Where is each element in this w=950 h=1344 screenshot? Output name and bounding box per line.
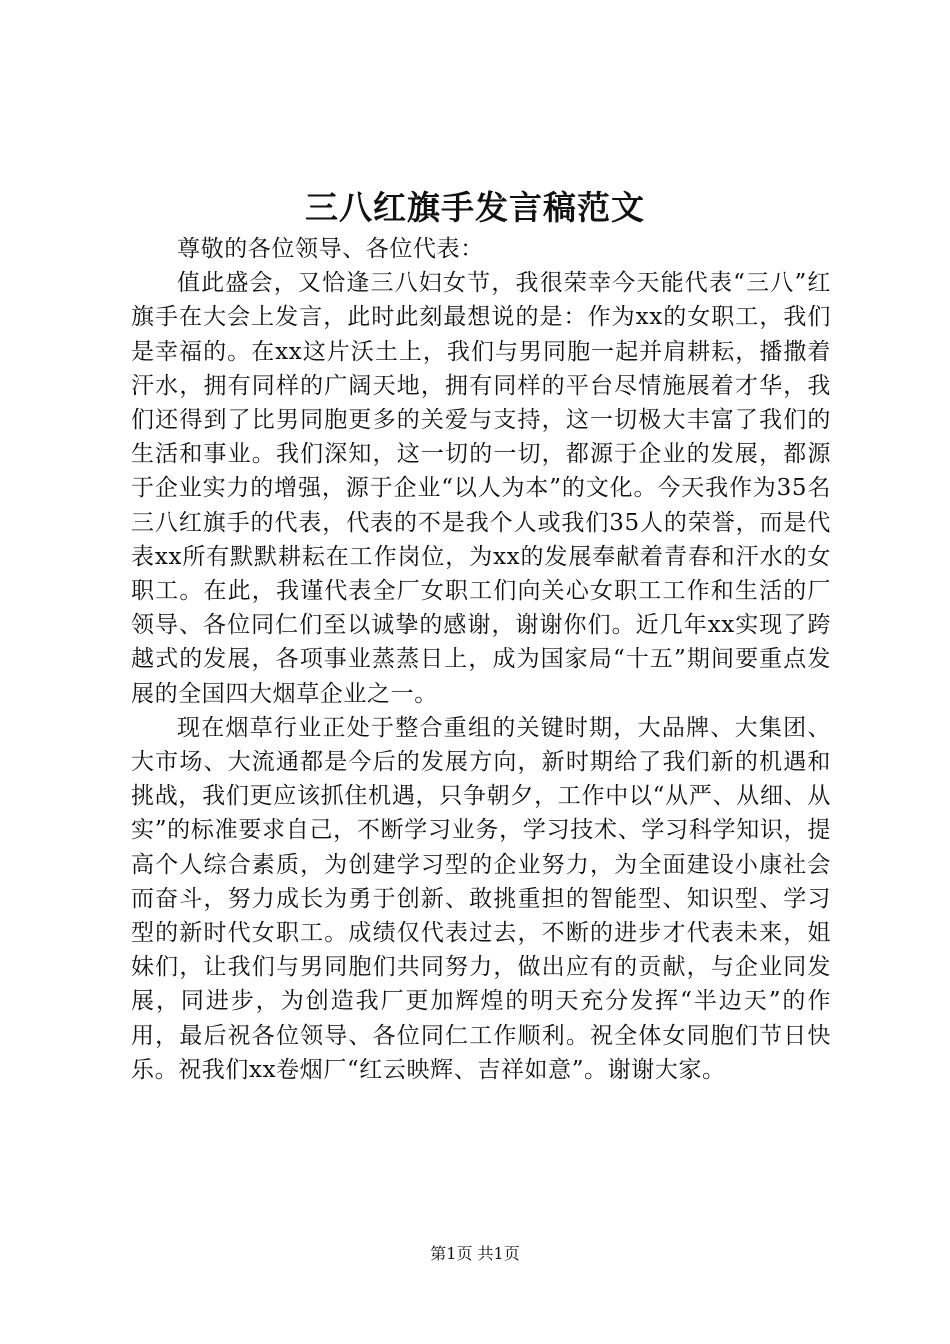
paragraph-2: 现在烟草行业正处于整合重组的关键时期，大品牌、大集团、大市场、大流通都是今后的发展方向，新时期给了我们新的机遇和挑战，我们更应该抓住机遇，只争朝夕，工作中以“从严、从细、从实”的标准要求自己，不断学习业务，学习技术、学习科学知识，提高个人综合素质，为创建学习型的企业努力，为全面建设小康社会而奋斗，努力成长为勇于创新、敢挑重担的智能型、知识型、学习型的新时代女职工。成绩仅代表过去，不断的进步才代表未来，姐妹们，让我们与男同胞们共同努力，做出应有的贡献，与企业同发展，同进步，为创造我厂更加辉煌的明天充分发挥“半边天”的作用，最后祝各位领导、各位同仁工作顺利。祝全体女同胞们节日快乐。祝我们xx卷烟厂“红云映辉、吉祥如意”。谢谢大家。 [131, 714, 831, 1083]
salutation: 尊敬的各位领导、各位代表： [177, 236, 484, 262]
page-footer: 第1页 共1页 [430, 1244, 520, 1263]
paragraph-1: 值此盛会，又恰逢三八妇女节，我很荣幸今天能代表“三八”红旗手在大会上发言，此时此刻最想说的是：作为xx的女职工，我们是幸福的。在xx这片沃土上，我们与男同胞一起并肩耕耘，播撒着汗水，拥有同样的广阔天地，拥有同样的平台尽情施展着才华，我们还得到了比男同胞更多的关爱与支持，这一切极大丰富了我们的生活和事业。我们深知，这一切的一切，都源于企业的发展，都源于企业实力的增强，源于企业“以人为本”的文化。今天我作为35名三八红旗手的代表，代表的不是我个人或我们35人的荣誉，而是代表xx所有默默耕耘在工作岗位，为xx的发展奉献着青春和汗水的女职工。在此，我谨代表全厂女职工们向关心女职工工作和生活的厂领导、各位同仁们至以诚挚的感谢，谢谢你们。近几年xx实现了跨越式的发展，各项事业蒸蒸日上，成为国家局“十五”期间要重点发展的全国四大烟草企业之一。 [131, 270, 831, 707]
document-title: 三八红旗手发言稿范文 [305, 188, 645, 227]
document-body [131, 232, 831, 1087]
